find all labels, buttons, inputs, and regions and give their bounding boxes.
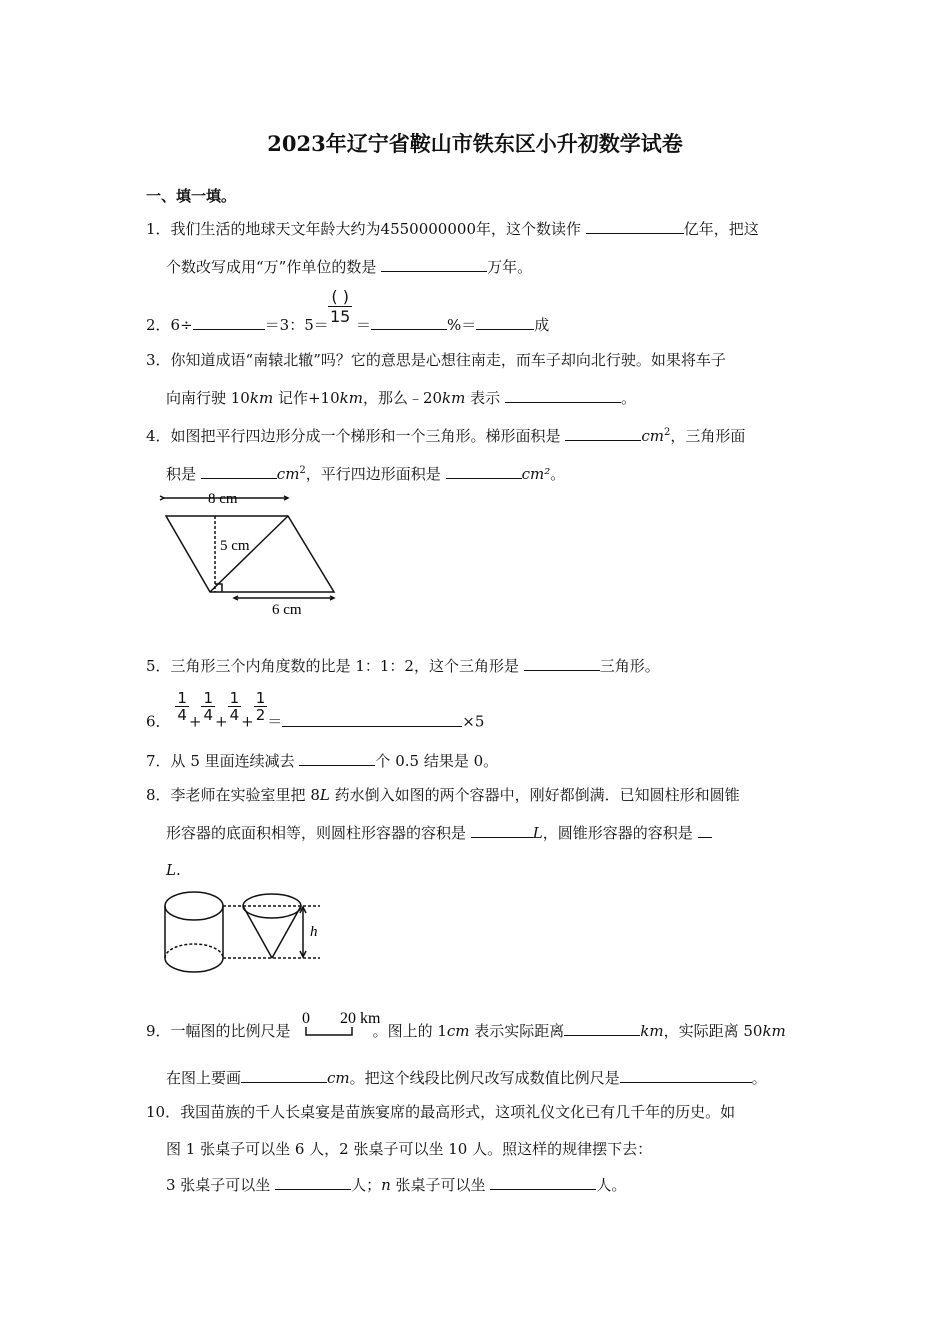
answer-blank[interactable]	[241, 1067, 327, 1083]
answer-blank[interactable]	[490, 1174, 596, 1190]
question-10-line-2: 图 1 张桌子可以坐 6 人，2 张桌子可以坐 10 人。照这样的规律摆下去：	[166, 1140, 653, 1158]
question-number: 6．	[146, 712, 171, 731]
fig-label-height: 5 cm	[220, 538, 250, 554]
question-1-line-2: 个数改写成用“万”作单位的数是 万年。	[166, 258, 533, 276]
question-6: 6． $\frac{1}{4}$ + $\frac{1}{4}$ + $\frac{1}{4}$ + $\frac{1}{2}$ ＝ ×5	[146, 689, 485, 731]
question-1-line-1: 1．我们生活的地球天文年龄大约为4550000000年，这个数读作 亿年，把这	[146, 220, 759, 238]
fraction: $\frac{1}{4}$	[203, 689, 213, 724]
scale-zero: 0	[302, 1010, 310, 1027]
page-title: 2023年辽宁省鞍山市铁东区小升初数学试卷	[267, 131, 683, 156]
question-number: 8．	[146, 786, 171, 804]
cylinder-cone-figure	[160, 886, 330, 978]
section-heading: 一、填一填。	[146, 187, 237, 205]
answer-blank[interactable]	[381, 256, 487, 272]
answer-blank[interactable]	[564, 1020, 640, 1036]
question-9-line-1: 9．一幅图的比例尺是 。图上的 1cm 表示实际距离 km，实际距离 50km	[146, 1022, 786, 1040]
question-number: 4．	[146, 427, 171, 445]
fig-label-h: h	[310, 924, 318, 940]
question-number: 5．	[146, 657, 171, 675]
question-number: 9．	[146, 1022, 171, 1040]
question-number: 7．	[146, 752, 171, 770]
question-2: 2．6÷ ＝3：5＝	[146, 316, 329, 334]
answer-blank[interactable]	[471, 822, 533, 838]
fig-label-top: 8 cm	[208, 491, 238, 507]
question-number: 10．	[146, 1103, 181, 1121]
scale-bar	[300, 1008, 390, 1038]
question-9-line-2: 在图上要画 cm。把这个线段比例尺改写成数值比例尺是 。	[166, 1069, 767, 1087]
answer-blank[interactable]	[275, 1174, 351, 1190]
parallelogram-figure	[158, 486, 348, 618]
answer-blank[interactable]	[446, 463, 522, 479]
answer-blank[interactable]	[299, 750, 375, 766]
question-2-cont: ＝ %＝ 成	[356, 316, 550, 334]
answer-blank[interactable]	[476, 314, 534, 330]
question-number: 2．	[146, 316, 171, 334]
answer-blank[interactable]	[620, 1067, 752, 1083]
answer-blank[interactable]	[201, 463, 277, 479]
fraction: $\frac{1}{4}$	[177, 689, 187, 724]
question-10-line-3: 3 张桌子可以坐 人；n 张桌子可以坐 人。	[166, 1176, 627, 1194]
fraction-blank: $\frac{( )}{15}$	[330, 287, 351, 326]
question-8-line-1: 8．李老师在实验室里把 8L 药水倒入如图的两个容器中，刚好都倒满．已知圆柱形和圆锥	[146, 786, 740, 804]
question-3-line-1: 3．你知道成语“南辕北辙”吗？它的意思是心想往南走，而车子却向北行驶。如果将车子	[146, 351, 726, 369]
fig-label-bottom: 6 cm	[272, 602, 302, 618]
question-4-line-1: 4．如图把平行四边形分成一个梯形和一个三角形。梯形面积是 $cm^2$，三角形面	[146, 427, 746, 445]
question-7: 7．从 5 里面连续减去 个 0.5 结果是 0。	[146, 752, 499, 770]
answer-blank[interactable]	[565, 425, 641, 441]
question-3-line-2: 向南行驶 10km 记作+10km，那么﹣20km 表示 。	[166, 389, 636, 407]
answer-blank[interactable]	[586, 218, 684, 234]
question-8-line-3: L.	[166, 861, 181, 879]
answer-blank[interactable]	[698, 822, 712, 838]
answer-blank[interactable]	[371, 314, 447, 330]
scale-20km: 20 km	[340, 1010, 381, 1027]
question-5: 5．三角形三个内角度数的比是 1：1：2，这个三角形是 三角形。	[146, 657, 660, 675]
question-8-line-2: 形容器的底面积相等，则圆柱形容器的容积是 L，圆锥形容器的容积是	[166, 822, 712, 843]
question-4-line-2: 积是 $cm^2$，平行四边形面积是 cm²。	[166, 465, 566, 483]
question-number: 3．	[146, 351, 171, 369]
answer-blank[interactable]	[524, 655, 600, 671]
fraction: $\frac{1}{4}$	[229, 689, 240, 724]
fraction: $\frac{1}{2}$	[255, 689, 266, 724]
answer-blank[interactable]	[193, 314, 265, 330]
question-10-line-1: 10．我国苗族的千人长桌宴是苗族宴席的最高形式，这项礼仪文化已有几千年的历史。如	[146, 1103, 736, 1121]
answer-blank[interactable]	[282, 711, 462, 727]
question-number: 1．	[146, 220, 171, 238]
answer-blank[interactable]	[505, 387, 621, 403]
